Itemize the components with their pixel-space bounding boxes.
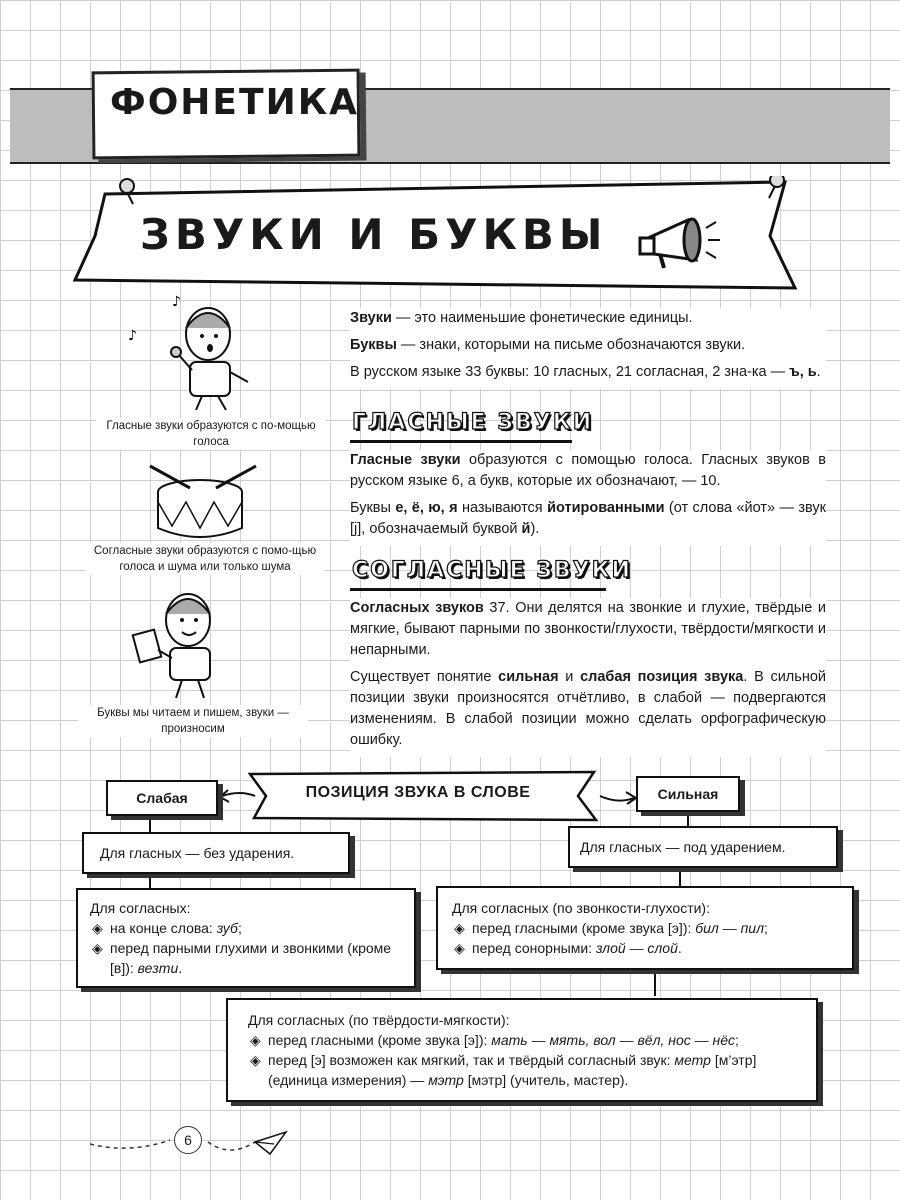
strong-position-label: Сильная — [636, 776, 740, 812]
consonants-p2-start: Существует понятие — [350, 669, 499, 685]
intro-signs: ъ, ь — [789, 364, 817, 380]
punct: ; — [237, 920, 242, 936]
intro-sounds: — это наименьшие фонетические единицы. — [391, 310, 693, 326]
punct: . — [178, 960, 183, 976]
consonants-p2-rest: . В сильной позиции звуки произносятся отчётливо, в слабой — подвергаются изменениям. В слабой позиции можно сделать орфографическую ошибку. — [350, 669, 826, 748]
soft-1: перед гласными (кроме звука [э]): — [268, 1032, 492, 1048]
section-title: ФОНЕТИКА — [110, 82, 359, 123]
weak-vowels-box: Для гласных — без ударения. — [82, 832, 350, 874]
intro-letters: — знаки, которыми на письме обозначаются звуки. — [396, 337, 746, 353]
iotated-letters: е, ё, ю, я — [395, 500, 458, 516]
diamond-bullet-icon: ◈ — [250, 1052, 261, 1068]
term-weak-position: слабая позиция звука — [580, 669, 744, 685]
reading-child-illustration — [130, 586, 240, 704]
intro-end: . — [816, 364, 821, 380]
letter-y: й — [521, 521, 531, 537]
weak-cons-1: на конце слова: — [110, 920, 217, 936]
vowels-p2-end: ). — [530, 521, 540, 537]
consonants-text — [350, 598, 826, 757]
intro-text — [350, 308, 826, 389]
caption-consonants: Согласные звуки образуются с помо-щью голоса и шума или только шума — [86, 543, 324, 575]
weak-cons-2: перед парными глухими и звонкими (кроме [в]): — [110, 940, 392, 976]
diamond-bullet-icon: ◈ — [92, 940, 103, 956]
example-word: бил — пил — [695, 920, 764, 936]
example-word: мэтр — [428, 1072, 464, 1088]
term-vowels: Гласные звуки — [350, 452, 461, 468]
page-number: 6 — [174, 1126, 202, 1154]
soft-2-end: [мэтр] (учитель, мастер). — [463, 1072, 629, 1088]
drum-illustration — [140, 462, 260, 544]
vowels-p2-start: Буквы — [350, 500, 396, 516]
vowels-p2-rest: (от слова «йот» — звук [j], обозначаемый буквой — [350, 500, 826, 537]
heading-underline — [350, 588, 606, 591]
strong-cons-1: перед гласными (кроме звука [э]): — [472, 920, 696, 936]
consonants-heading: СОГЛАСНЫЕ ЗВУКИ — [352, 558, 632, 583]
diagram-title: ПОЗИЦИЯ ЗВУКА В СЛОВЕ — [305, 784, 531, 801]
example-word: метр — [674, 1052, 711, 1068]
example-word: злой — слой — [595, 940, 678, 956]
consonants-desc: 37. Они делятся на звонкие и глухие, твёрдые и мягкие, бывают парными по звонкости/глухости, твёрдости/мягкости и непарными. — [350, 600, 826, 658]
term-iotated: йотированными — [547, 500, 665, 516]
banner-title: ЗВУКИ И БУКВЫ — [140, 210, 608, 259]
diamond-bullet-icon: ◈ — [92, 920, 103, 936]
weak-position-label: Слабая — [106, 780, 218, 816]
weak-consonants-box — [76, 888, 416, 988]
punct: ; — [735, 1032, 739, 1048]
punct: ; — [764, 920, 768, 936]
paper-plane-icon — [255, 1132, 286, 1154]
caption-letters: Буквы мы читаем и пишем, звуки — произносим — [78, 705, 308, 737]
strong-vowels-box: Для гласных — под ударением. — [568, 826, 838, 868]
heading-underline — [350, 440, 572, 443]
punct: . — [677, 940, 682, 956]
singing-child-illustration — [118, 292, 268, 414]
list-item — [248, 1050, 796, 1090]
vowels-text — [350, 450, 826, 546]
consonants-and: и — [558, 669, 581, 685]
soft-2: перед [э] возможен как мягкий, так и твёрдый согласный звук: — [268, 1052, 675, 1068]
weak-cons-title: Для согласных: — [90, 900, 191, 916]
soft-2-mid: [м’этр] (единица измерения) — — [268, 1052, 757, 1088]
term-letters: Буквы — [350, 337, 397, 353]
diamond-bullet-icon: ◈ — [250, 1032, 261, 1048]
vowels-desc: образуются с помощью голоса. Гласных звуков в русском языке 6, а букв, которые их обозначают, — 10. — [350, 452, 826, 489]
vowels-p2-mid: называются — [457, 500, 548, 516]
diamond-bullet-icon: ◈ — [454, 940, 465, 956]
soft-hard-box — [226, 998, 818, 1102]
example-word: везти — [137, 960, 179, 976]
list-item — [90, 918, 402, 938]
term-sounds: Звуки — [350, 310, 392, 326]
term-strong: сильная — [498, 669, 559, 685]
example-word: зуб — [216, 920, 238, 936]
strong-cons-2: перед сонорными: — [472, 940, 596, 956]
list-item — [90, 938, 402, 978]
soft-title: Для согласных (по твёрдости-мягкости): — [248, 1012, 510, 1028]
list-item — [248, 1030, 796, 1050]
term-consonants: Согласных звуков — [350, 600, 484, 616]
diamond-bullet-icon: ◈ — [454, 920, 465, 936]
list-item — [452, 918, 838, 938]
svg-text:♪: ♪ — [172, 294, 181, 310]
intro-count: В русском языке 33 буквы: 10 гласных, 21 согласная, 2 зна-ка — — [350, 364, 790, 380]
list-item — [452, 938, 838, 958]
caption-vowels: Гласные звуки образуются с по-мощью голоса — [96, 418, 326, 450]
svg-text:♪: ♪ — [128, 328, 137, 344]
vowels-heading: ГЛАСНЫЕ ЗВУКИ — [352, 410, 594, 435]
strong-cons-title: Для согласных (по звонкости-глухости): — [452, 900, 710, 916]
strong-consonants-box — [436, 886, 854, 970]
example-word: мать — мять, вол — вёл, нос — нёс — [491, 1032, 736, 1048]
